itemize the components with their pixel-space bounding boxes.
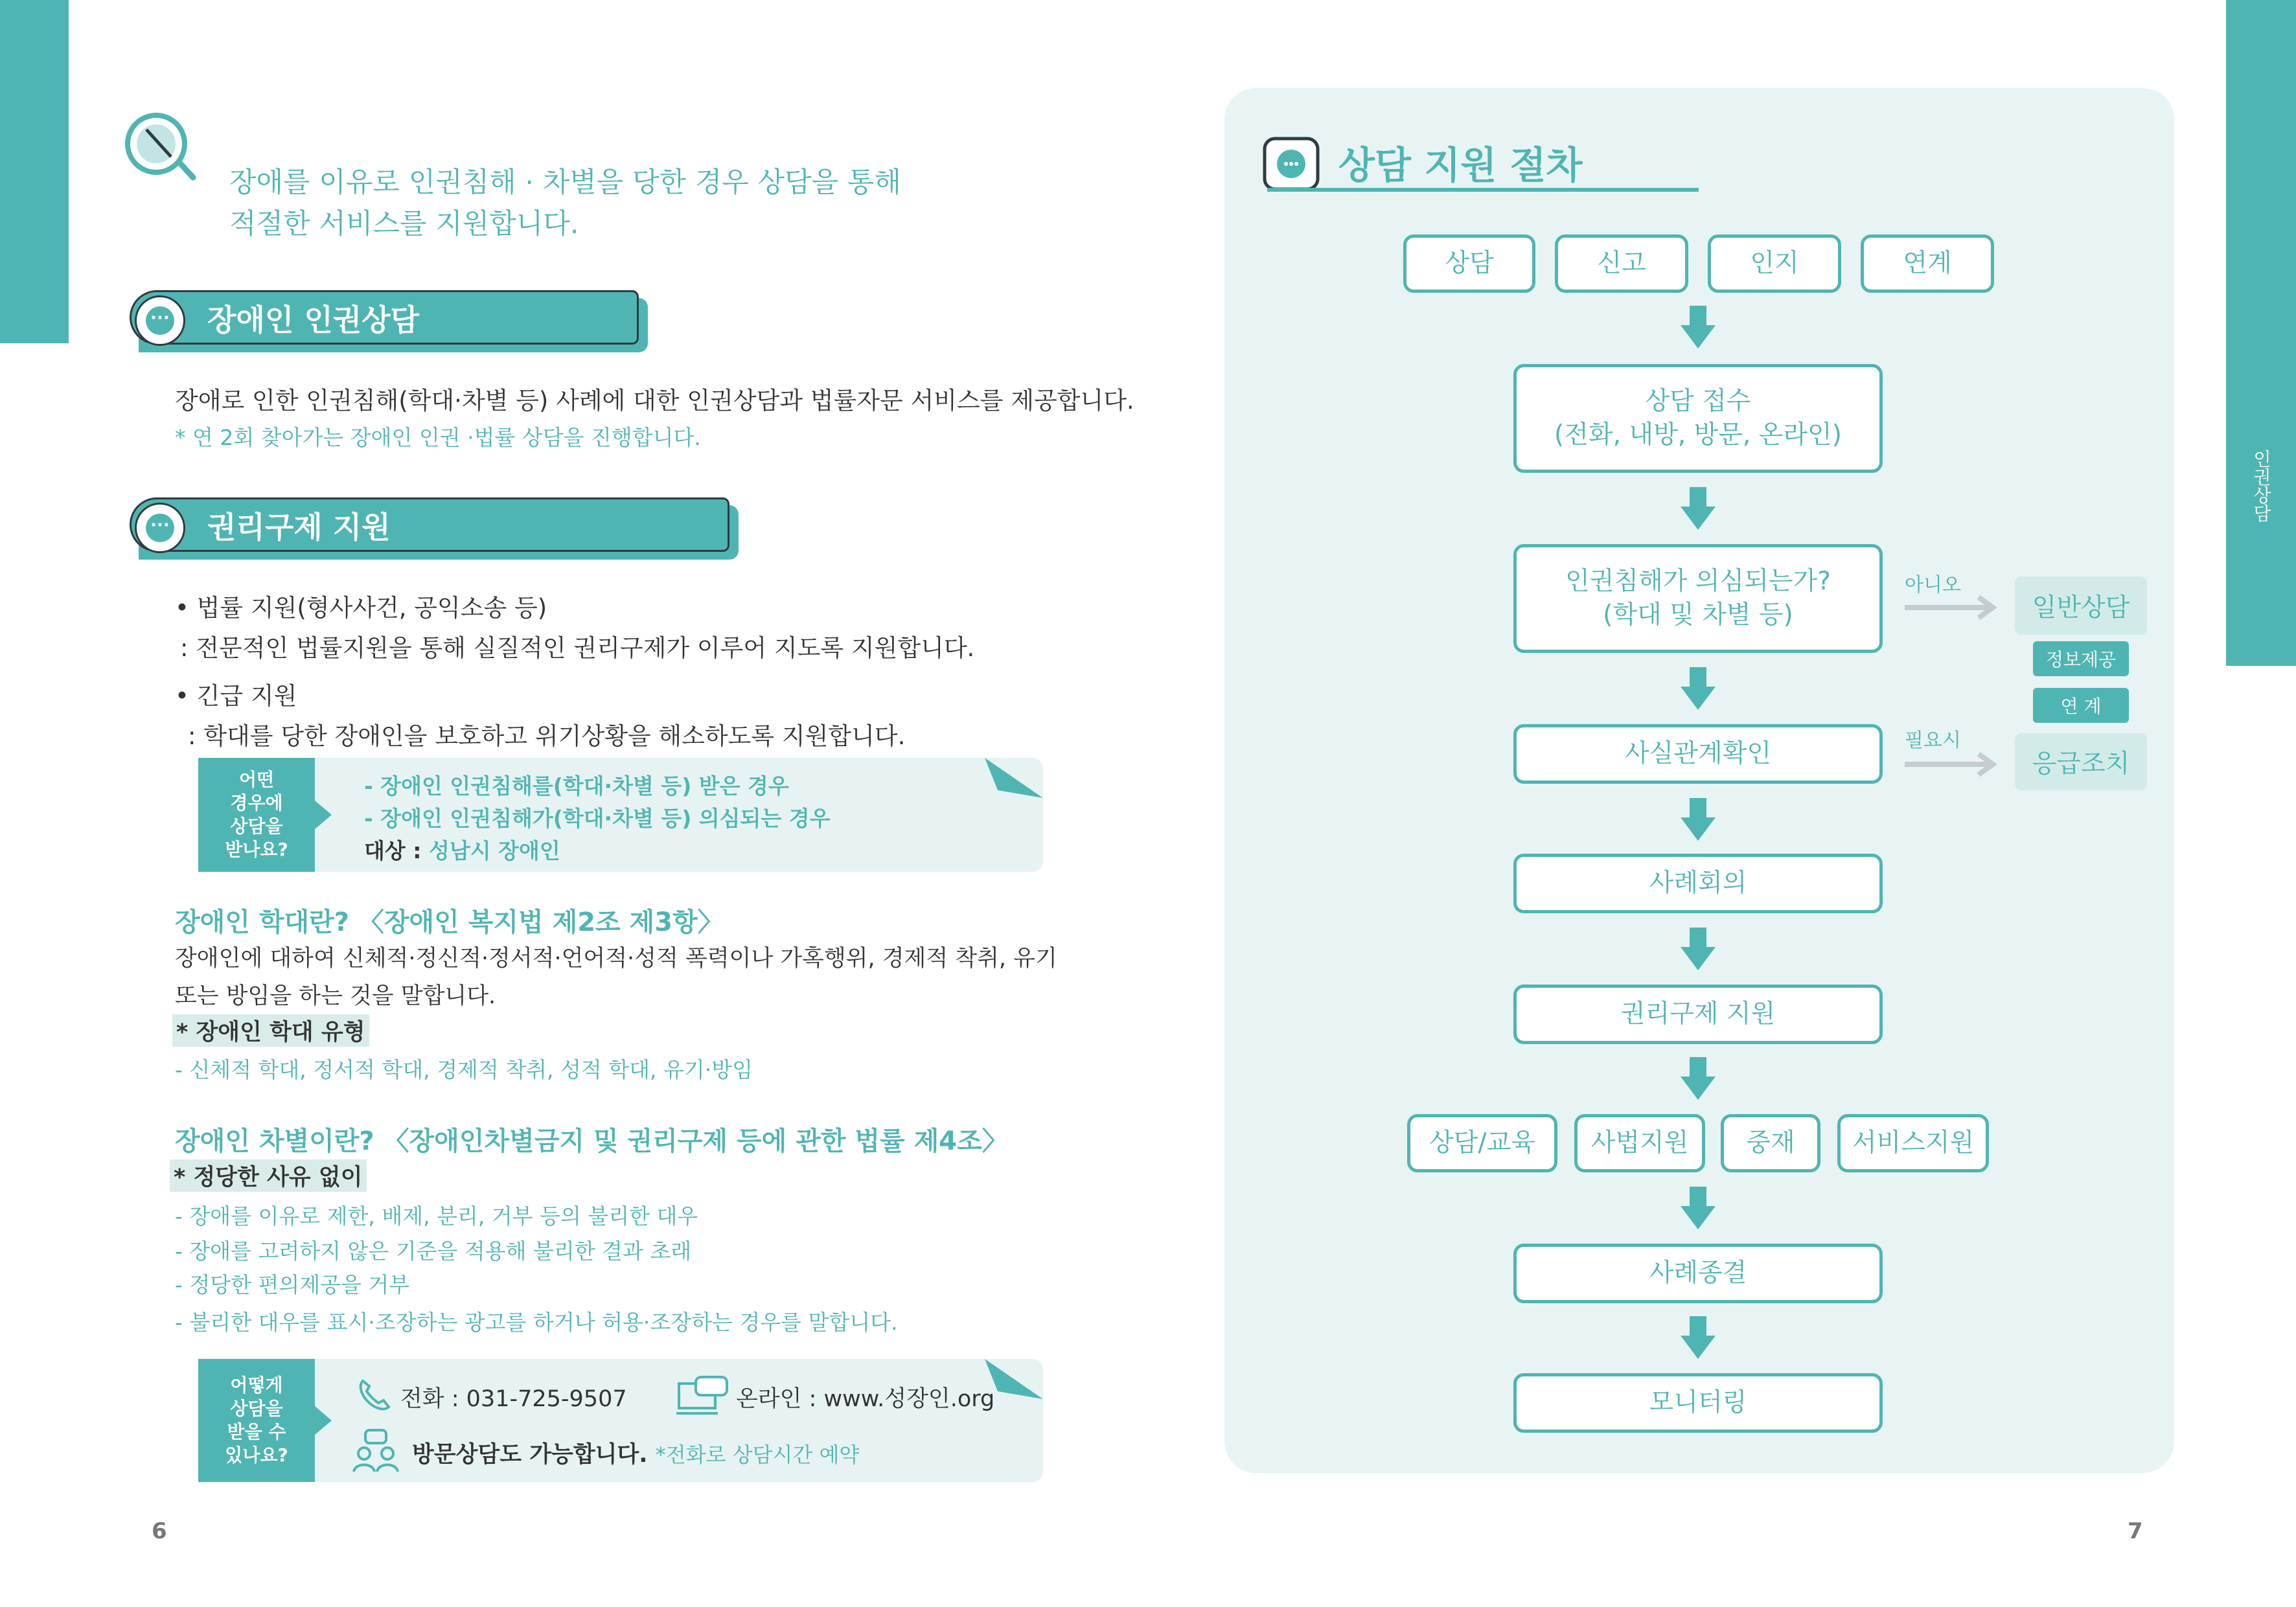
fold-corner-icon: [985, 758, 1050, 803]
contact-visit: 방문상담도 가능합니다. *전화로 상담시간 예약: [412, 1442, 860, 1468]
flow-option-counseling: 상담: [1403, 234, 1535, 293]
remedy-option-mediation: 중재: [1721, 1114, 1820, 1172]
remedy-option-legal: 사법지원: [1574, 1114, 1705, 1172]
contact-box: [198, 1359, 1043, 1482]
section-header-rights-counseling: [130, 290, 648, 352]
section-title: 장애인 인권상담: [207, 302, 420, 337]
when-counseling-box: [198, 758, 1043, 872]
page-number-left: 6: [152, 1518, 167, 1544]
visit-note: *전화로 상담시간 예약: [655, 1442, 860, 1467]
when-line-1: - 장애인 인권침해를(학대·차별 등) 받은 경우: [364, 773, 789, 799]
discrimination-item: - 정당한 편의제공을 거부: [175, 1272, 410, 1297]
page-number-right: 7: [2128, 1518, 2143, 1544]
section1-note: * 연 2회 찾아가는 장애인 인권 ·법률 상담을 진행합니다.: [175, 425, 701, 450]
emergency-support-desc: : 학대를 당한 장애인을 보호하고 위기상황을 해소하도록 지원합니다.: [188, 722, 906, 750]
abuse-heading: 장애인 학대란? 〈장애인 복지법 제2조 제3항〉: [175, 907, 724, 937]
abuse-types-label: * 장애인 학대 유형: [172, 1014, 369, 1047]
down-arrow-icon: [1681, 1187, 1716, 1229]
flow-step-case-close: 사례종결: [1513, 1244, 1883, 1303]
chat-window-icon: [1262, 136, 1320, 192]
fold-corner-icon: [985, 1359, 1050, 1404]
search-chat-icon: [121, 110, 198, 181]
contact-phone: 전화 : 031-725-9507: [400, 1386, 627, 1412]
chat-dots-icon: ···: [146, 306, 174, 335]
flow-step-monitoring: 모니터링: [1513, 1373, 1883, 1433]
chat-dots-icon: ···: [146, 514, 174, 542]
box-tag: 어떤 경우에 상담을 받나요?: [198, 758, 315, 872]
abuse-line-2: 또는 방임을 하는 것을 말합니다.: [175, 983, 496, 1009]
when-line-2: - 장애인 인권침해가(학대·차별 등) 의심되는 경우: [364, 806, 831, 831]
discrimination-heading: 장애인 차별이란? 〈장애인차별금지 및 권리구제 등에 관한 법률 제4조〉: [175, 1126, 1008, 1156]
intro-line-2: 적절한 서비스를 지원합니다.: [229, 208, 579, 240]
referral-chip: 연 계: [2033, 688, 2129, 723]
box-tag: 어떻게 상담을 받을 수 있나요?: [198, 1359, 315, 1482]
section-header-remedy-support: [130, 497, 739, 560]
flow-option-recognition: 인지: [1708, 234, 1841, 293]
emergency-support-title: • 긴급 지원: [175, 682, 297, 710]
need-label: 필요시: [1905, 729, 1961, 752]
flow-title-underline: [1267, 188, 1699, 192]
tag-arrow: [315, 1406, 332, 1435]
down-arrow-icon: [1681, 667, 1716, 710]
legal-support-desc: : 전문적인 법률지원을 통해 실질적인 권리구제가 이루어 지도록 지원합니다.: [180, 634, 975, 662]
down-arrow-icon: [1681, 1316, 1716, 1359]
side-tab-label: 인권상담: [2251, 450, 2272, 522]
computer-icon: [676, 1374, 731, 1417]
flow-option-report: 신고: [1555, 234, 1688, 293]
chat-bubble-icon: [135, 295, 185, 346]
down-arrow-icon: [1681, 306, 1716, 348]
right-page-tab: [2226, 0, 2296, 666]
general-counseling: 일반상담: [2015, 576, 2147, 635]
target-value: 성남시 장애인: [428, 838, 560, 863]
down-arrow-icon: [1681, 928, 1716, 970]
no-label: 아니오: [1905, 574, 1961, 597]
flow-title: 상담 지원 절차: [1338, 143, 1583, 187]
remedy-option-education: 상담/교육: [1407, 1114, 1557, 1172]
discrimination-item: - 불리한 대우를 표시·조장하는 광고를 하거나 허용·조장하는 경우를 말합니다.: [175, 1310, 898, 1335]
right-arrow-icon: [1902, 751, 1999, 777]
contact-online: 온라인 : www.성장인.org: [736, 1386, 995, 1412]
flow-step-fact-check: 사실관계확인: [1513, 724, 1883, 784]
down-arrow-icon: [1681, 1057, 1716, 1100]
when-line-3: 대상 : 성남시 장애인: [364, 838, 560, 863]
chat-bubble-icon: [135, 503, 185, 553]
visit-people-icon: [351, 1429, 400, 1474]
remedy-option-service: 서비스지원: [1837, 1114, 1989, 1172]
flow-option-referral: 연계: [1861, 234, 1994, 293]
discrimination-label: * 정당한 사유 없이: [170, 1159, 367, 1192]
left-page-tab: [0, 0, 69, 343]
emergency-action: 응급조치: [2015, 733, 2147, 790]
discrimination-item: - 장애를 고려하지 않은 기준을 적용해 불리한 결과 초래: [175, 1238, 692, 1264]
info-provision-chip: 정보제공: [2033, 641, 2129, 676]
flow-step-remedy: 권리구제 지원: [1513, 985, 1883, 1044]
abuse-line-1: 장애인에 대하여 신체적·정신적·정서적·언어적·성적 폭력이나 가혹행위, 경제적 착취, 유기: [175, 946, 1057, 972]
flow-step-question: 인권침해가 의심되는가? (학대 및 차별 등): [1513, 544, 1883, 653]
abuse-types: - 신체적 학대, 정서적 학대, 경제적 착취, 성적 학대, 유기·방임: [175, 1057, 753, 1082]
flow-step-case-meeting: 사례회의: [1513, 854, 1883, 913]
discrimination-item: - 장애를 이유로 제한, 배제, 분리, 거부 등의 불리한 대우: [175, 1203, 698, 1229]
phone-icon: [356, 1377, 393, 1413]
legal-support-title: • 법률 지원(형사사건, 공익소송 등): [175, 594, 547, 622]
section1-description: 장애로 인한 인권침해(학대·차별 등) 사례에 대한 인권상담과 법률자문 서비스를 제공합니다.: [175, 387, 1134, 415]
down-arrow-icon: [1681, 798, 1716, 841]
intro-line-1: 장애를 이유로 인권침해 · 차별을 당한 경우 상담을 통해: [229, 166, 901, 199]
down-arrow-icon: [1681, 487, 1716, 530]
right-arrow-icon: [1902, 595, 1999, 621]
tag-arrow: [315, 801, 332, 829]
section-title: 권리구제 지원: [207, 510, 391, 545]
flow-step-reception: 상담 접수 (전화, 내방, 방문, 온라인): [1513, 364, 1883, 473]
